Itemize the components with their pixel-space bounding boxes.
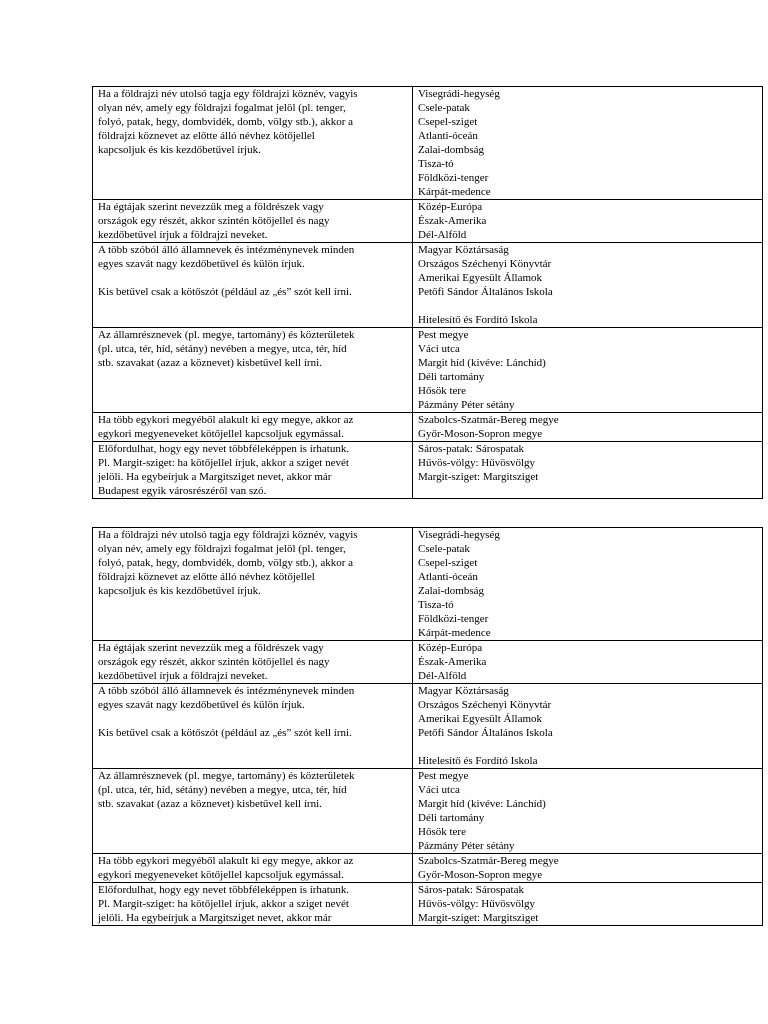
example-item: Atlanti-óceán — [418, 571, 478, 583]
example-item: Visegrádi-hegység — [418, 88, 500, 100]
examples-cell — [413, 769, 763, 854]
rule-text-line: Ha több egykori megyéből alakult ki egy megye, akkor az — [98, 855, 354, 867]
example-item: Hűvös-völgy: Hűvösvölgy — [418, 898, 536, 910]
examples-cell — [413, 854, 763, 883]
example-item: Margit-sziget: Margitsziget — [418, 912, 539, 924]
example-item: Magyar Köztársaság — [418, 685, 509, 697]
rule-description-cell — [93, 684, 413, 769]
rule-text-line: A több szóból álló államnevek és intézménynevek minden — [98, 244, 355, 256]
table-row — [93, 243, 763, 328]
rule-description-cell — [93, 883, 413, 926]
rule-text-line: egyes szavát nagy kezdőbetűvel és külön írjuk. — [98, 258, 305, 270]
rule-text-line: Kis betűvel csak a kötőszót (például az „és” szót kell írni. — [98, 286, 352, 298]
rule-text-line: Az államrésznevek (pl. megye, tartomány) és közterületek — [98, 770, 355, 782]
rule-text-line: Előfordulhat, hogy egy nevet többféleképpen is írhatunk. — [98, 884, 350, 896]
example-item: Amerikai Egyesült Államok — [418, 713, 543, 725]
example-item — [418, 740, 757, 754]
table-row — [93, 883, 763, 926]
rule-text-line: egykori megyeneveket kötőjellel kapcsoljuk egymással. — [98, 428, 344, 440]
table-row — [93, 641, 763, 684]
examples-cell — [413, 200, 763, 243]
rule-text-line: Ha a földrajzi név utolsó tagja egy földrajzi köznév, vagyis — [98, 529, 358, 541]
rule-text-line: folyó, patak, hegy, dombvidék, domb, völgy stb.), akkor a — [98, 557, 353, 569]
rule-text-line: kezdőbetűvel írjuk a földrajzi neveket. — [98, 670, 268, 682]
example-item: Pest megye — [418, 770, 469, 782]
rule-text-line: Előfordulhat, hogy egy nevet többféleképpen is írhatunk. — [98, 443, 350, 455]
examples-cell — [413, 413, 763, 442]
example-item: Csepel-sziget — [418, 116, 478, 128]
example-item — [418, 299, 757, 313]
rule-text-line: Az államrésznevek (pl. megye, tartomány) és közterületek — [98, 329, 355, 341]
example-item: Szabolcs-Szatmár-Bereg megye — [418, 414, 559, 426]
rule-text-line: Ha több egykori megyéből alakult ki egy megye, akkor az — [98, 414, 354, 426]
rule-text-line: Ha égtájak szerint nevezzük meg a földrészek vagy — [98, 642, 324, 654]
examples-cell — [413, 87, 763, 200]
example-item: Győr-Moson-Sopron megye — [418, 428, 543, 440]
example-item: Csele-patak — [418, 102, 470, 114]
rule-text-line: Pl. Margit-sziget: ha kötőjellel írjuk, akkor a sziget nevét — [98, 457, 349, 469]
rule-text-line: jelöli. Ha egybeírjuk a Margitsziget nevet, akkor már — [98, 471, 332, 483]
rule-text-line: Kis betűvel csak a kötőszót (például az „és” szót kell írni. — [98, 727, 352, 739]
example-item: Tisza-tó — [418, 599, 454, 611]
rule-text-line: kapcsoljuk és kis kezdőbetűvel írjuk. — [98, 144, 261, 156]
example-item: Országos Széchenyi Könyvtár — [418, 699, 552, 711]
example-item: Hősök tere — [418, 385, 466, 397]
example-item: Pest megye — [418, 329, 469, 341]
examples-cell — [413, 528, 763, 641]
table-row — [93, 854, 763, 883]
example-item: Hűvös-völgy: Hűvösvölgy — [418, 457, 536, 469]
example-item: Észak-Amerika — [418, 215, 487, 227]
rules-table-2 — [92, 527, 763, 926]
example-item: Déli tartomány — [418, 812, 485, 824]
rule-text-line: stb. szavakat (azaz a köznevet) kisbetűvel kell írni. — [98, 798, 322, 810]
rules-table-1 — [92, 86, 763, 499]
example-item: Zalai-dombság — [418, 144, 484, 156]
examples-cell — [413, 442, 763, 499]
example-item: Tisza-tó — [418, 158, 454, 170]
rule-text-line — [98, 712, 407, 726]
table-row — [93, 328, 763, 413]
rule-description-cell — [93, 328, 413, 413]
rule-text-line: olyan név, amely egy földrajzi fogalmat jelöl (pl. tenger, — [98, 102, 346, 114]
example-item: Földközi-tenger — [418, 172, 489, 184]
rule-description-cell — [93, 200, 413, 243]
example-item: Hitelesítő és Fordító Iskola — [418, 755, 538, 767]
table-row — [93, 769, 763, 854]
example-item: Észak-Amerika — [418, 656, 487, 668]
table-row — [93, 442, 763, 499]
rule-text-line: (pl. utca, tér, híd, sétány) nevében a megye, utca, tér, híd — [98, 784, 347, 796]
rule-text-line: Pl. Margit-sziget: ha kötőjellel írjuk, akkor a sziget nevét — [98, 898, 349, 910]
rule-description-cell — [93, 641, 413, 684]
table-row — [93, 684, 763, 769]
example-item: Győr-Moson-Sopron megye — [418, 869, 543, 881]
table-row — [93, 87, 763, 200]
rule-description-cell — [93, 243, 413, 328]
rule-text-line: egyes szavát nagy kezdőbetűvel és külön írjuk. — [98, 699, 305, 711]
example-item: Pázmány Péter sétány — [418, 399, 515, 411]
example-item: Margit híd (kivéve: Lánchíd) — [418, 798, 546, 810]
rule-text-line: Ha égtájak szerint nevezzük meg a földrészek vagy — [98, 201, 324, 213]
example-item: Amerikai Egyesült Államok — [418, 272, 543, 284]
example-item: Kárpát-medence — [418, 627, 491, 639]
rule-description-cell — [93, 528, 413, 641]
example-item: Csepel-sziget — [418, 557, 478, 569]
rule-description-cell — [93, 87, 413, 200]
examples-cell — [413, 243, 763, 328]
example-item: Dél-Alföld — [418, 229, 467, 241]
example-item: Hitelesítő és Fordító Iskola — [418, 314, 538, 326]
rule-text-line: stb. szavakat (azaz a köznevet) kisbetűvel kell írni. — [98, 357, 322, 369]
example-item: Déli tartomány — [418, 371, 485, 383]
example-item: Dél-Alföld — [418, 670, 467, 682]
examples-cell — [413, 883, 763, 926]
rule-text-line: országok egy részét, akkor szintén kötőjellel és nagy — [98, 656, 330, 668]
example-item: Margit híd (kivéve: Lánchíd) — [418, 357, 546, 369]
table-row — [93, 528, 763, 641]
rule-text-line — [98, 271, 407, 285]
rule-text-line: folyó, patak, hegy, dombvidék, domb, völgy stb.), akkor a — [98, 116, 353, 128]
rule-text-line: A több szóból álló államnevek és intézménynevek minden — [98, 685, 355, 697]
example-item: Közép-Európa — [418, 642, 483, 654]
example-item: Petőfi Sándor Általános Iskola — [418, 286, 553, 298]
example-item: Földközi-tenger — [418, 613, 489, 625]
example-item: Közép-Európa — [418, 201, 483, 213]
examples-cell — [413, 684, 763, 769]
rule-text-line: földrajzi köznevet az előtte álló névhez kötőjellel — [98, 130, 315, 142]
rule-text-line: kapcsoljuk és kis kezdőbetűvel írjuk. — [98, 585, 261, 597]
example-item: Margit-sziget: Margitsziget — [418, 471, 539, 483]
examples-cell — [413, 328, 763, 413]
example-item: Atlanti-óceán — [418, 130, 478, 142]
rule-description-cell — [93, 854, 413, 883]
rule-description-cell — [93, 769, 413, 854]
example-item: Zalai-dombság — [418, 585, 484, 597]
rule-text-line: földrajzi köznevet az előtte álló névhez kötőjellel — [98, 571, 315, 583]
rule-text-line: olyan név, amely egy földrajzi fogalmat jelöl (pl. tenger, — [98, 543, 346, 555]
example-item: Váci utca — [418, 784, 460, 796]
rule-text-line: Budapest egyik városrészéről van szó. — [98, 485, 267, 497]
example-item: Hősök tere — [418, 826, 466, 838]
rule-text-line: (pl. utca, tér, híd, sétány) nevében a megye, utca, tér, híd — [98, 343, 347, 355]
example-item: Csele-patak — [418, 543, 470, 555]
example-item: Kárpát-medence — [418, 186, 491, 198]
example-item: Visegrádi-hegység — [418, 529, 500, 541]
table-row — [93, 413, 763, 442]
rule-text-line: jelöli. Ha egybeírjuk a Margitsziget nevet, akkor már — [98, 912, 332, 924]
example-item: Petőfi Sándor Általános Iskola — [418, 727, 553, 739]
rule-description-cell — [93, 442, 413, 499]
rule-text-line: Ha a földrajzi név utolsó tagja egy földrajzi köznév, vagyis — [98, 88, 358, 100]
example-item: Sáros-patak: Sárospatak — [418, 443, 524, 455]
example-item: Váci utca — [418, 343, 460, 355]
rule-description-cell — [93, 413, 413, 442]
example-item: Sáros-patak: Sárospatak — [418, 884, 524, 896]
rule-text-line: kezdőbetűvel írjuk a földrajzi neveket. — [98, 229, 268, 241]
example-item: Magyar Köztársaság — [418, 244, 509, 256]
table-row — [93, 200, 763, 243]
example-item: Szabolcs-Szatmár-Bereg megye — [418, 855, 559, 867]
example-item: Pázmány Péter sétány — [418, 840, 515, 852]
rule-text-line: egykori megyeneveket kötőjellel kapcsoljuk egymással. — [98, 869, 344, 881]
examples-cell — [413, 641, 763, 684]
rule-text-line: országok egy részét, akkor szintén kötőjellel és nagy — [98, 215, 330, 227]
example-item: Országos Széchenyi Könyvtár — [418, 258, 552, 270]
